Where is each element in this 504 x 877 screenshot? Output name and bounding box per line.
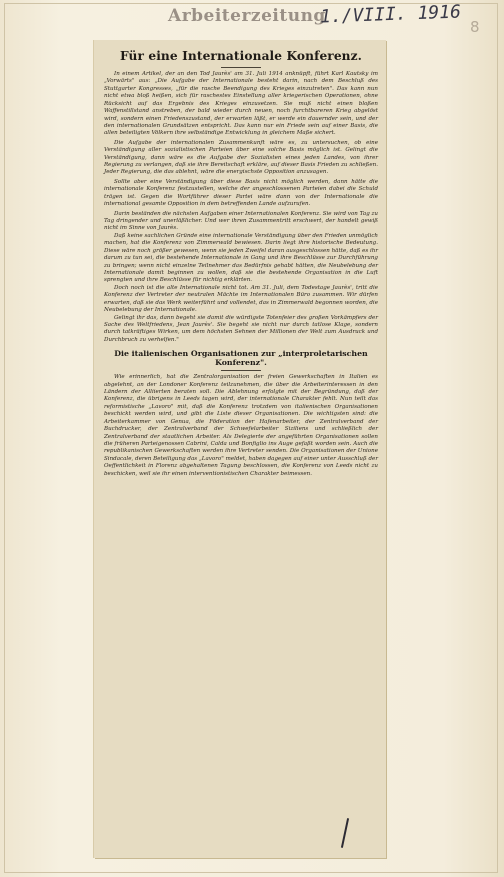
newspaper-clipping [94, 40, 386, 858]
article-paragraph: Darin beständen die nächsten Aufgaben einer Internationalen Konferenz. Sie wird von Tag zu Tag dringender und unerläßlicher. Und wer ihren Zusammentritt erschwert, der handelt gewiß nicht im Sinne von Jaurès. [104, 210, 378, 232]
headline-rule [221, 67, 261, 68]
page-number-mark: 8 [470, 18, 480, 36]
article-headline: Für eine Internationale Konferenz. [119, 49, 362, 63]
article-paragraph: Daß keine sachlichen Gründe eine internationale Verständigung über den Frieden unmöglich machen, hat die Konferenz von Zimmerwald bewiesen. Darin liegt ihre historische Bedeutung. Diese wäre noch größer gewesen, wenn sie jeden Zweifel daran ausgeschlossen hätte, daß es ihr darum zu tun sei, die bestehende Internationale in Gang und ihre Beschlüsse zur Durchführung zu bringen; wenn nicht einzelne Teilnehmer das Bedürfnis gehabt hätten, die Neubelebung der Internationale damit beginnen zu wollen, daß sie die bestehende Organisation in die Luft sprengten und ihre Beschlüsse für nichtig erklärten. [104, 232, 378, 284]
article-paragraph: Sollte aber eine Verständigung über diese Basis nicht möglich werden, dann hätte die internationale Konferenz festzustellen, welche der angeschlossenen Parteien dabei die Schuld trägen ist. Gegen die Wortführer dieser Partei wäre dann von der Internationale die international gesamte Opposition in dem betreffenden Lande aufzurufen. [104, 178, 378, 208]
newspaper-masthead: Arbeiterzeitung [168, 6, 326, 26]
section-headline: Die italienischen Organisationen zur „interproletarischen Konferenz". [114, 349, 368, 368]
section-paragraph: Wie erinnerlich, hat die Zentralorganisation der freien Gewerkschaften in Italien es abgelehnt, an der Londoner Konferenz teilzunehmen, die über die Arbeiterinteressen in den Ländern der Alliierten beraten soll. Die Ablehnung erfolgte mit der Begründung, daß der Konferenz, die übrigens in Leeds tagen wird, der internationale Charakter fehlt. Nun teilt das reformistische „Lavoro" mit, daß die Konferenz trotzdem von italienischen Organisationen beschickt werden wird, und gibt die Liste dieser Organisationen. Die wichtigsten sind: die Arbeiterkammer von Genua, die Föderation der Hafenarbeiter, der Zentralverband der Buchdrucker, der Zentralverband der Schwefelarbeiter Siziliens und schließlich der Zentralverband der staatlichen Arbeiter. Als Delegierte der angeführten Organisationen sollen die früheren Parteigenossen Cabrini, Calda und Bonfiglio ins Auge gefaßt worden sein. Auch die republikanischen Gewerkschaften werden ihre Vertreter senden. Die Organisationen der Unione Sindacale, deren Beteiligung das „Lavoro" meldet, haben dagegen auf einer unter Ausschluß der Oeffentlichkeit in Florenz abgehaltenen Tagung beschlossen, die Konferenz von Leeds nicht zu beschicken, weil sie ihr einen interventionistischen Charakter beimessen. [104, 374, 378, 477]
article-paragraph: Doch noch ist die alte Internationale nicht tot. Am 31. Juli, dem Todestage Jaurès', tritt die Konferenz der Vertreter der neutralen Mächte im Internationalen Büro zusammen. Wir dürfen erwarten, daß sie das Werk weiterführt und vollendet, das in Zimmerwald begonnen worden, die Neubelebung der Internationale. [104, 284, 378, 314]
section-rule [221, 370, 261, 371]
handwritten-date: 1./VIII. 1916 [319, 1, 462, 28]
article-paragraph: In einem Artikel, der an den Tod Jaurès' am 31. Juli 1914 anknüpft, führt Karl Kautsky im „Vorwärts" aus: „Die Aufgabe der Internationale besteht darin, nach dem Beschluß des Stuttgarter Kongresses, „für die rasche Beendigung des Krieges einzutreten". Das kann nun nicht etwa bloß heißen, sich für raschestes Einstellung aller kriegerischen Operationen, ohne Rücksicht auf das Ergebnis des Krieges einzusetzen. Sie muß nicht einen bloßen Waffenstillstand anstreben, der bald wieder durch neuen, noch furchtbareren Krieg abgelöst wird, sondern einen Friedenszustand, der erwarten läßt, er werde ein dauernder sein, und der den internationalen Grundsätzen entspricht. Das kann nur ein Friede sein auf einer Basis, die allen beteiligten Völkern ihre selbständige Entwicklung in gleichem Maße sichert. [104, 71, 378, 137]
article-paragraph: Gelingt ihr das, dann begeht sie damit die würdigste Totenfeier des großen Vorkämpfers der Sache des Weltfriedens, Jean Jaurès'. Sie begeht sie nicht nur durch tatlose Klage, sondern durch tatkräftiges Wirken, um dem höchsten Sehnen der Millionen der Welt zum Ausdruck und Durchbruch zu verhelfen." [104, 314, 378, 343]
article-paragraph: Die Aufgabe der internationalen Zusammenkunft wäre es, zu untersuchen, ob eine Verständigung aller sozialistischen Parteien über eine solche Basis möglich ist. Gelingt die Verständigung, dann wäre es die Aufgabe der Sozialisten eines jeden Landes, von ihrer Regierung zu verlangen, daß sie ihre Bereitschaft erkläre, auf dieser Basis Frieden zu schließen. Jeder Regierung, die das ablehnt, wäre die energischste Opposition anzusagen. [104, 139, 378, 176]
